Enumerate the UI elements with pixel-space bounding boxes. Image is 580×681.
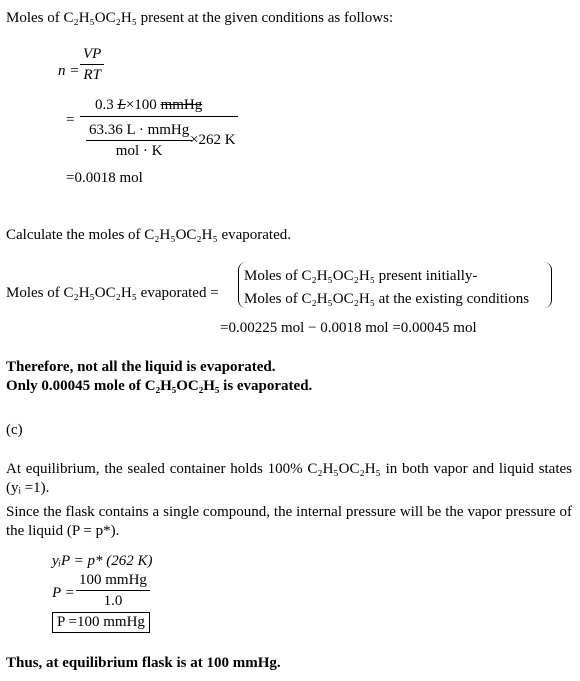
eq1-num-value: 0.3 [95,97,114,113]
eq1-num-times: ×100 [125,97,157,113]
eq1-num-unit-mmhg: mmHg [160,97,203,113]
conclusion-2: Only 0.00045 mole of C₂H₅OC₂H₅ is evaporated. [6,378,313,394]
eq1-base-fraction [80,46,104,83]
eq1-numerator: VP [80,46,104,65]
conclusion-1: Therefore, not all the liquid is evaporated. [6,359,276,375]
eq1-den-value: 63.36 L · mmHg [86,122,192,141]
eq1-sub-numerator [95,97,202,114]
eq1-den-times: ×262 K [190,132,236,148]
eq1-equals: = [66,112,75,128]
eq3-numerator: 100 mmHg [76,572,150,591]
eq2-line2: Moles of C₂H₅OC₂H₅ at the existing conditions [244,291,530,307]
calc-title: Calculate the moles of C₂H₅OC₂H₅ evaporated. [6,227,292,243]
eq1-lhs: n = [58,63,80,79]
eq1-den-unit: mol · K [115,142,163,159]
part-label: (c) [6,422,23,438]
equilibrium-text: At equilibrium, the sealed container holds 100% C₂H₅OC₂H₅ in both vapor and liquid states (yᵢ =1). [6,461,572,496]
eq3-fraction [76,572,150,609]
eq3-lhs: P = [52,585,75,601]
eq1-sub-den-fraction [86,122,192,159]
eq3-boxed-result: P =100 mmHg [52,612,150,633]
since-text: Since the flask contains a single compound, the internal pressure will be the vapor pressure of the liquid (P = p*). [6,504,572,539]
eq1-num-unit-l: L [117,97,126,113]
eq1-result: =0.0018 mol [66,170,143,186]
eq1-denominator: RT [83,66,101,83]
eq3-line1: yᵢP = p* (262 K) [52,553,153,569]
eq1-main-bar [80,116,238,117]
eq2-line1: Moles of C₂H₅OC₂H₅ present initially- [244,268,478,284]
intro-text: Moles of C₂H₅OC₂H₅ present at the given conditions as follows: [6,10,394,26]
eq2-lhs: Moles of C₂H₅OC₂H₅ evaporated = [6,285,219,301]
final-answer: Thus, at equilibrium flask is at 100 mmHg. [6,655,281,671]
eq2-result: =0.00225 mol − 0.0018 mol =0.00045 mol [220,320,477,336]
eq3-denominator: 1.0 [103,592,123,609]
